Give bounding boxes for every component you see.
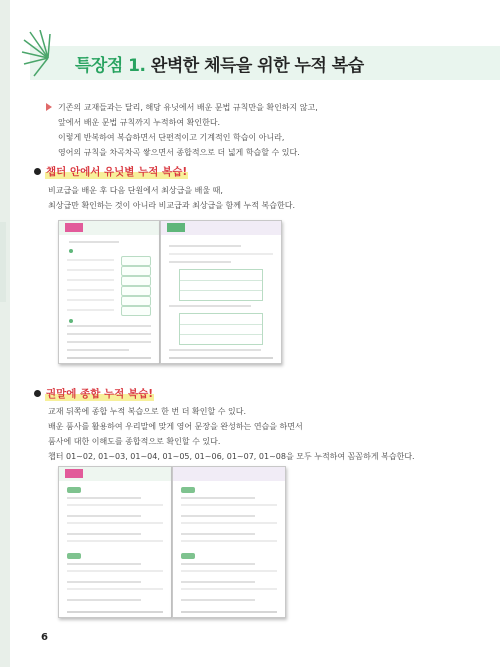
left-margin-strip: [0, 0, 10, 667]
title-text: 완벽한 체득을 위한 누적 복습: [145, 56, 364, 76]
intro-line: 이렇게 반복하여 복습하면서 단편적이고 기계적인 학습이 아니라,: [58, 133, 285, 142]
page-number: 6: [41, 632, 48, 643]
review-page-thumbnail-right: [172, 466, 286, 618]
section2-line: 챕터 01~02, 01~03, 01~04, 01~05, 01~06, 01~07, 01~08을 모두 누적하여 꼼꼼하게 복습한다.: [48, 452, 415, 461]
intro-line: 앞에서 배운 문법 규칙까지 누적하여 확인한다.: [58, 118, 221, 127]
starburst-decoration-icon: [20, 30, 70, 80]
book-page-thumbnail-left: [58, 220, 160, 364]
section2-line: 품사에 대한 이해도를 종합적으로 확인할 수 있다.: [48, 437, 221, 446]
review-page-thumbnail-left: [58, 466, 172, 618]
page-title: [75, 51, 364, 76]
bullet-dot-icon: [34, 390, 41, 397]
section1-line: 최상급만 확인하는 것이 아니라 비교급과 최상급을 함께 누적 복습한다.: [48, 201, 295, 210]
title-prefix: 특장점 1.: [75, 56, 146, 76]
section2-body: [48, 404, 415, 464]
section1-line: 비교급을 배운 후 다음 단원에서 최상급을 배울 때,: [48, 186, 223, 195]
book-page-thumbnail-right: [160, 220, 282, 364]
intro-line: 기존의 교재들과는 달리, 해당 유닛에서 배운 문법 규칙만을 확인하지 않고,: [58, 103, 318, 112]
section1-body: [48, 183, 295, 213]
section1-heading: 챕터 안에서 유닛별 누적 복습!: [34, 164, 188, 179]
bullet-dot-icon: [34, 168, 41, 175]
section2-line: 교재 뒤쪽에 종합 누적 복습으로 한 번 더 확인할 수 있다.: [48, 407, 246, 416]
side-tab: [0, 222, 6, 302]
triangle-bullet-icon: [46, 103, 52, 111]
section2-heading: 권말에 종합 누적 복습!: [34, 386, 154, 401]
intro-line: 영어의 규칙을 차곡차곡 쌓으면서 종합적으로 더 넓게 학습할 수 있다.: [58, 148, 300, 157]
intro-paragraph: [58, 100, 458, 160]
section2-line: 배운 품사를 활용하여 우리말에 맞게 영어 문장을 완성하는 연습을 하면서: [48, 422, 303, 431]
